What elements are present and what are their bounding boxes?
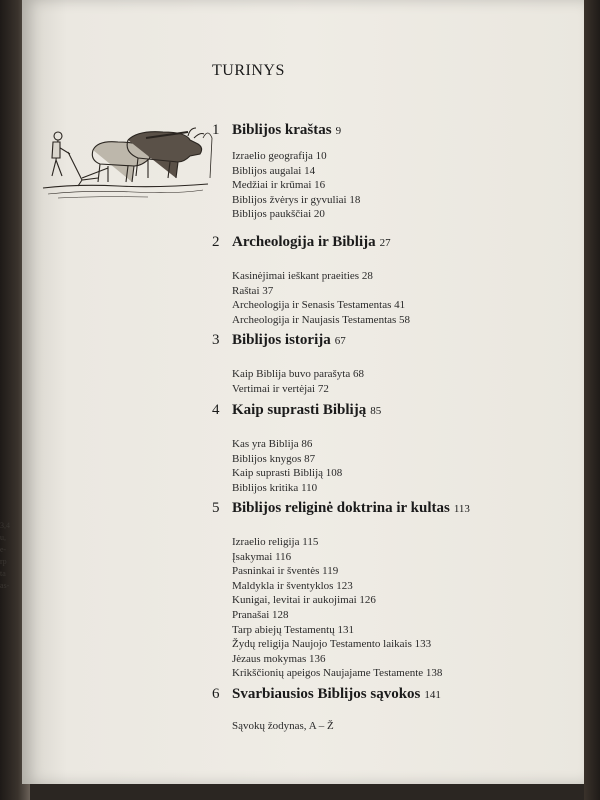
chapter-2 [212,234,572,327]
toc-entry: Įsakymai 116 [232,550,292,563]
chapter-4 [212,402,572,495]
toc-entry: Sąvokų žodynas, A – Ž [232,720,334,732]
toc-entry: Kas yra Biblija 86 [232,438,313,450]
toc-entry: Pasninkai ir šventės 119 [232,565,339,578]
toc-entry: Vertimai ir vertėjai 72 [232,382,329,395]
toc-entry: Kasinėjimai ieškant praeities 28 [232,270,373,282]
chapter-number: 6 [212,686,220,702]
left-page-fragment: e- [0,545,7,554]
toc-entry: Biblijos žvėrys ir gyvuliai 18 [232,193,361,206]
chapter-number: 5 [212,500,220,516]
left-page-fragment: as- [0,581,10,590]
toc-entry: Maldykla ir šventyklos 123 [232,579,353,592]
chapter-title: Biblijos kraštas 9 [232,122,342,138]
toc-entry: Biblijos knygos 87 [232,452,316,465]
chapter-1 [212,122,572,222]
chapter-title: Kaip suprasti Bibliją 85 [232,402,382,418]
toc-entry: Izraelio religija 115 [232,536,319,548]
chapter-5 [212,500,572,681]
chapter-number: 4 [212,402,220,418]
left-page-fragments [0,520,22,660]
left-page-fragment: ta [0,569,6,578]
chapter-3 [212,332,572,396]
toc-entry: Biblijos augalai 14 [232,164,316,177]
plowing-oxen-illustration [38,118,213,203]
toc-entry: Archeologija ir Naujasis Testamentas 58 [232,313,411,326]
chapter-page: 85 [370,405,382,417]
left-page-fragment: 3,4 [0,521,10,530]
toc-entry: Kaip suprasti Bibliją 108 [232,467,343,480]
chapter-number: 3 [212,332,220,348]
chapter-title: Archeologija ir Biblija 27 [232,234,391,250]
toc-entry: Pranašai 128 [232,608,289,621]
toc-entry: Žydų religija Naujojo Testamento laikais 133 [232,638,432,651]
toc-entry: Izraelio geografija 10 [232,150,327,162]
page-edge [584,0,600,800]
chapter-number: 2 [212,234,220,250]
toc-entry: Biblijos kritika 110 [232,481,318,494]
chapter-6 [212,686,572,734]
toc-entry: Jėzaus mokymas 136 [232,652,326,665]
chapter-number: 1 [212,122,220,138]
chapter-title: Biblijos religinė doktrina ir kultas 113 [232,500,470,516]
chapter-page: 67 [334,335,346,347]
toc-entry: Kunigai, levitai ir aukojimai 126 [232,594,376,607]
left-page-fragment: u, [0,533,6,542]
toc-entry: Krikščionių apeigos Naujajame Testamente 138 [232,667,443,680]
toc-title: TURINYS [212,62,285,79]
toc-entry: Raštai 37 [232,284,274,297]
toc-entry: Biblijos paukščiai 20 [232,208,325,221]
chapter-page: 27 [379,237,391,249]
toc-entry: Tarp abiejų Testamentų 131 [232,623,354,636]
toc-entry: Archeologija ir Senasis Testamentas 41 [232,299,406,312]
chapter-title: Svarbiausios Biblijos sąvokos 141 [232,686,441,702]
chapter-page: 9 [335,125,342,137]
toc-entry: Kaip Biblija buvo parašyta 68 [232,368,364,380]
chapter-page: 141 [424,689,441,701]
chapter-title: Biblijos istorija 67 [232,332,346,348]
chapter-page: 113 [453,503,470,515]
toc-entry: Medžiai ir krūmai 16 [232,179,326,192]
left-page-fragment: rp [0,557,7,566]
